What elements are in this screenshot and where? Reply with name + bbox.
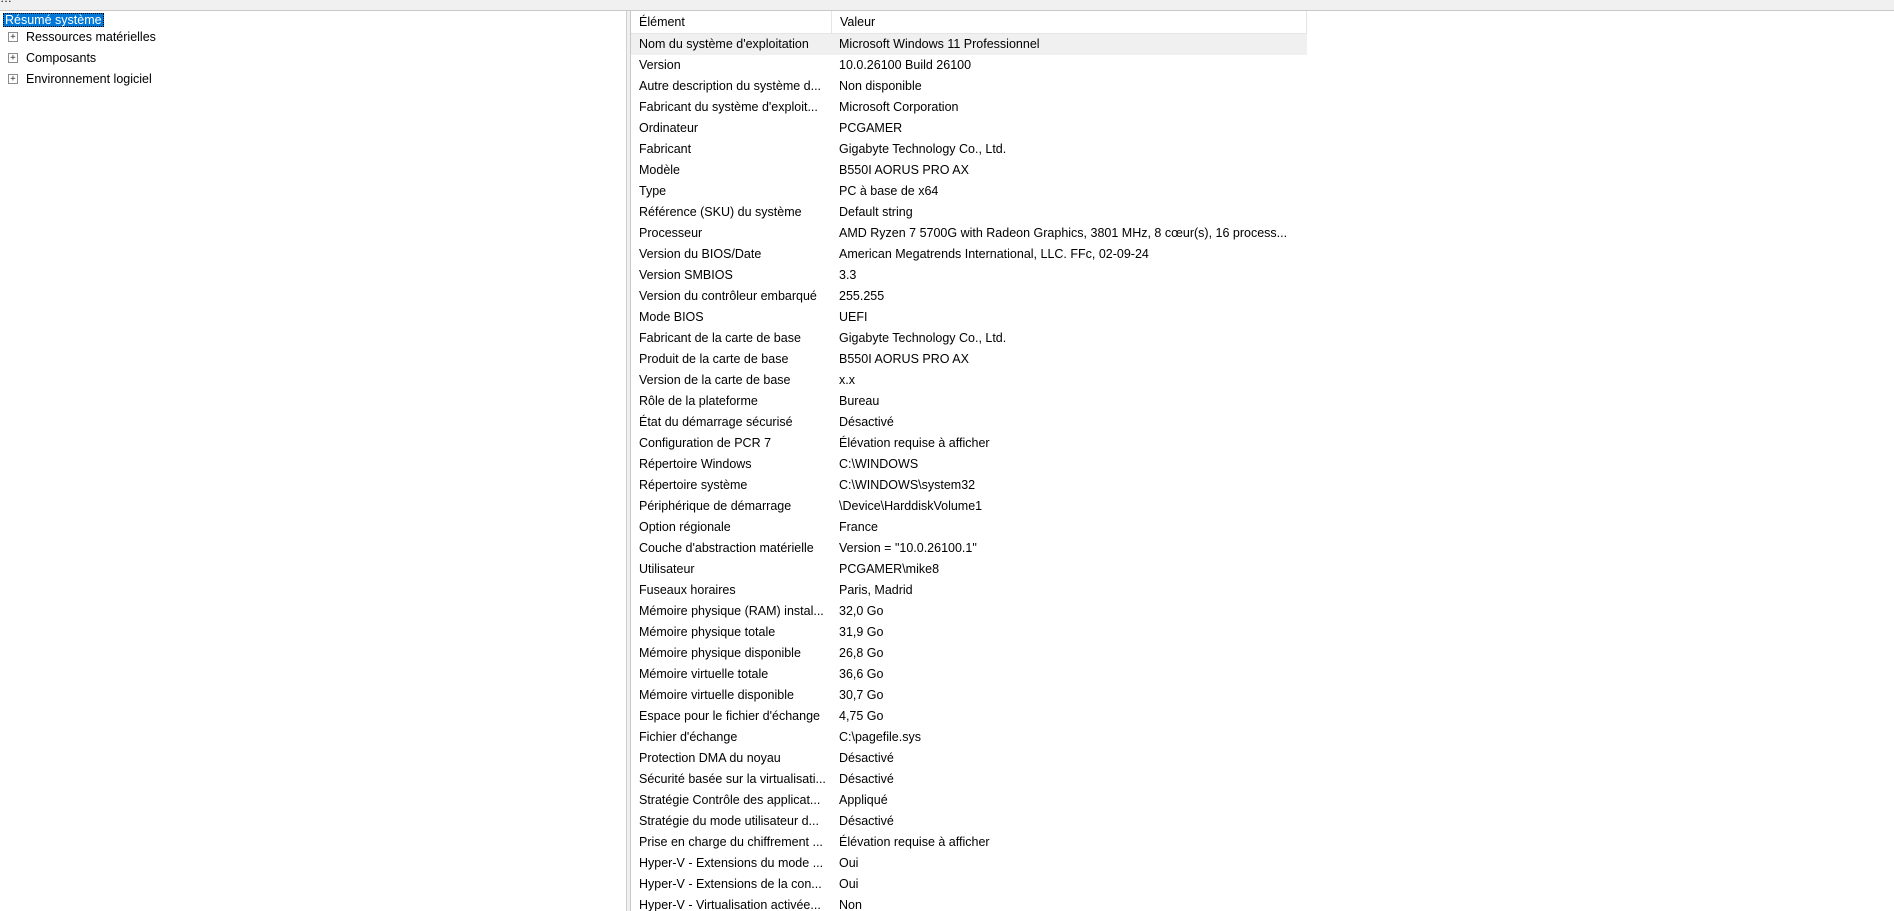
list-rows: [631, 34, 1894, 911]
cell-value: UEFI: [839, 310, 868, 324]
cell-value: Désactivé: [839, 814, 894, 828]
expand-icon[interactable]: +: [8, 32, 18, 42]
table-row[interactable]: [631, 832, 1894, 853]
table-row[interactable]: [631, 181, 1894, 202]
cell-value: C:\WINDOWS\system32: [839, 478, 976, 492]
cell-value: Non disponible: [839, 79, 922, 93]
cell-element: Hyper-V - Extensions du mode ...: [639, 856, 824, 870]
table-row[interactable]: [631, 559, 1894, 580]
cell-element: Fichier d'échange: [639, 730, 738, 744]
cell-element: Fabricant du système d'exploit...: [639, 100, 818, 114]
cell-value: Gigabyte Technology Co., Ltd.: [839, 331, 1007, 345]
cell-element: Autre description du système d...: [639, 79, 822, 93]
table-row[interactable]: [631, 643, 1894, 664]
cell-value: Version = "10.0.26100.1": [839, 541, 977, 555]
cell-value: PCGAMER: [839, 121, 903, 135]
table-row[interactable]: [631, 118, 1894, 139]
cell-value: B550I AORUS PRO AX: [839, 163, 969, 177]
cell-element: Mémoire virtuelle totale: [639, 667, 769, 681]
tree-item-label: Composants: [26, 51, 97, 65]
cell-value: Microsoft Corporation: [839, 100, 959, 114]
cell-value: 26,8 Go: [839, 646, 884, 660]
cell-value: x.x: [839, 373, 855, 387]
cell-value: Élévation requise à afficher: [839, 835, 990, 849]
table-row[interactable]: [631, 769, 1894, 790]
table-row[interactable]: [631, 622, 1894, 643]
cell-element: Mémoire physique (RAM) instal...: [639, 604, 824, 618]
cell-element: Sécurité basée sur la virtualisati...: [639, 772, 826, 786]
table-row[interactable]: [631, 748, 1894, 769]
cell-value: Désactivé: [839, 751, 894, 765]
cell-element: Version du contrôleur embarqué: [639, 289, 817, 303]
cell-value: Default string: [839, 205, 913, 219]
cell-element: Modèle: [639, 163, 680, 177]
table-row[interactable]: [631, 265, 1894, 286]
tree-item-label: Ressources matérielles: [26, 30, 156, 44]
cell-element: Stratégie du mode utilisateur d...: [639, 814, 819, 828]
list-header: [631, 11, 1307, 34]
cell-value: PCGAMER\mike8: [839, 562, 940, 576]
table-row[interactable]: [631, 433, 1894, 454]
cell-value: Élévation requise à afficher: [839, 436, 990, 450]
table-row[interactable]: [631, 286, 1894, 307]
cell-element: Ordinateur: [639, 121, 699, 135]
cell-element: Option régionale: [639, 520, 731, 534]
cell-element: Configuration de PCR 7: [639, 436, 772, 450]
cell-element: Fabricant de la carte de base: [639, 331, 801, 345]
tree-item-label: Résumé système: [5, 13, 102, 27]
table-row[interactable]: [631, 244, 1894, 265]
table-row[interactable]: [631, 307, 1894, 328]
cell-value: Bureau: [839, 394, 880, 408]
cell-element: Processeur: [639, 226, 703, 240]
cell-element: Référence (SKU) du système: [639, 205, 802, 219]
tree-item-components[interactable]: [8, 49, 408, 67]
cell-element: Version de la carte de base: [639, 373, 791, 387]
cell-element: Fabricant: [639, 142, 692, 156]
cell-element: Produit de la carte de base: [639, 352, 789, 366]
table-row[interactable]: [631, 580, 1894, 601]
table-row[interactable]: [631, 412, 1894, 433]
cell-element: Fuseaux horaires: [639, 583, 736, 597]
table-row[interactable]: [631, 391, 1894, 412]
table-row[interactable]: [631, 601, 1894, 622]
table-row[interactable]: [631, 475, 1894, 496]
cell-element: Version du BIOS/Date: [639, 247, 762, 261]
cell-value: 10.0.26100 Build 26100: [839, 58, 972, 72]
cell-value: Non: [839, 898, 862, 911]
cell-element: Prise en charge du chiffrement ...: [639, 835, 823, 849]
table-row[interactable]: [631, 664, 1894, 685]
cell-value: 32,0 Go: [839, 604, 884, 618]
cell-value: 3.3: [839, 268, 857, 282]
table-row[interactable]: [631, 496, 1894, 517]
cell-element: Hyper-V - Extensions de la con...: [639, 877, 822, 891]
cell-value: American Megatrends International, LLC. FFc, 02-09-24: [839, 247, 1149, 261]
cell-value: Oui: [839, 856, 859, 870]
cell-element: Nom du système d'exploitation: [639, 37, 809, 51]
cell-value: 30,7 Go: [839, 688, 884, 702]
cell-value: PC à base de x64: [839, 184, 939, 198]
tree-item-software-environment[interactable]: [8, 70, 408, 88]
column-header-value[interactable]: Valeur: [832, 11, 1307, 33]
table-row[interactable]: [631, 349, 1894, 370]
tree-item-system-summary[interactable]: [3, 11, 104, 29]
table-row[interactable]: [631, 853, 1894, 874]
cell-element: Stratégie Contrôle des applicat...: [639, 793, 821, 807]
menu-fragment: [0, 0, 12, 5]
table-row[interactable]: [631, 76, 1894, 97]
cell-value: C:\pagefile.sys: [839, 730, 921, 744]
table-row[interactable]: [631, 706, 1894, 727]
cell-value: 31,9 Go: [839, 625, 884, 639]
cell-element: État du démarrage sécurisé: [639, 415, 793, 429]
cell-value: 36,6 Go: [839, 667, 884, 681]
table-row[interactable]: [631, 685, 1894, 706]
cell-element: Mémoire physique disponible: [639, 646, 801, 660]
column-header-element[interactable]: Élément: [631, 11, 832, 33]
cell-value: Gigabyte Technology Co., Ltd.: [839, 142, 1007, 156]
category-tree[interactable]: [0, 11, 627, 911]
cell-element: Type: [639, 184, 667, 198]
cell-element: Mode BIOS: [639, 310, 704, 324]
table-row[interactable]: [631, 517, 1894, 538]
cell-element: Version: [639, 58, 681, 72]
table-row[interactable]: [631, 895, 1894, 911]
cell-value: 255.255: [839, 289, 885, 303]
expand-icon[interactable]: +: [8, 74, 18, 84]
table-row[interactable]: [631, 790, 1894, 811]
table-row[interactable]: [631, 538, 1894, 559]
cell-value: Désactivé: [839, 415, 894, 429]
details-list[interactable]: [631, 11, 1894, 911]
cell-value: France: [839, 520, 878, 534]
cell-value: AMD Ryzen 7 5700G with Radeon Graphics, 3801 MHz, 8 cœur(s), 16 process...: [839, 226, 1288, 240]
cell-value: Appliqué: [839, 793, 888, 807]
table-row[interactable]: [631, 370, 1894, 391]
cell-element: Couche d'abstraction matérielle: [639, 541, 814, 555]
table-row[interactable]: [631, 454, 1894, 475]
cell-element: Répertoire Windows: [639, 457, 752, 471]
table-row[interactable]: [631, 139, 1894, 160]
tree-item-label: Environnement logiciel: [26, 72, 152, 86]
cell-element: Répertoire système: [639, 478, 748, 492]
table-row[interactable]: [631, 874, 1894, 895]
cell-value: 4,75 Go: [839, 709, 884, 723]
cell-value: Microsoft Windows 11 Professionnel: [839, 37, 1040, 51]
table-row[interactable]: [631, 811, 1894, 832]
table-row[interactable]: [631, 223, 1894, 244]
cell-value: Paris, Madrid: [839, 583, 913, 597]
table-row[interactable]: [631, 97, 1894, 118]
cell-value: Désactivé: [839, 772, 894, 786]
cell-element: Protection DMA du noyau: [639, 751, 781, 765]
tree-item-hardware-resources[interactable]: [8, 28, 408, 46]
table-row[interactable]: [631, 55, 1894, 76]
cell-value: C:\WINDOWS: [839, 457, 919, 471]
cell-element: Hyper-V - Virtualisation activée...: [639, 898, 821, 911]
cell-element: Version SMBIOS: [639, 268, 733, 282]
cell-value: B550I AORUS PRO AX: [839, 352, 969, 366]
cell-element: Périphérique de démarrage: [639, 499, 792, 513]
table-row[interactable]: [631, 328, 1894, 349]
expand-icon[interactable]: +: [8, 53, 18, 63]
cell-value: \Device\HarddiskVolume1: [839, 499, 983, 513]
cell-element: Espace pour le fichier d'échange: [639, 709, 820, 723]
table-row[interactable]: [631, 160, 1894, 181]
cell-element: Rôle de la plateforme: [639, 394, 758, 408]
cell-value: Oui: [839, 877, 859, 891]
cell-element: Utilisateur: [639, 562, 695, 576]
table-row[interactable]: [631, 727, 1894, 748]
table-row[interactable]: [631, 202, 1894, 223]
cell-element: Mémoire virtuelle disponible: [639, 688, 794, 702]
top-toolbar-strip: [0, 0, 1894, 11]
cell-element: Mémoire physique totale: [639, 625, 776, 639]
table-row[interactable]: [631, 34, 1307, 55]
